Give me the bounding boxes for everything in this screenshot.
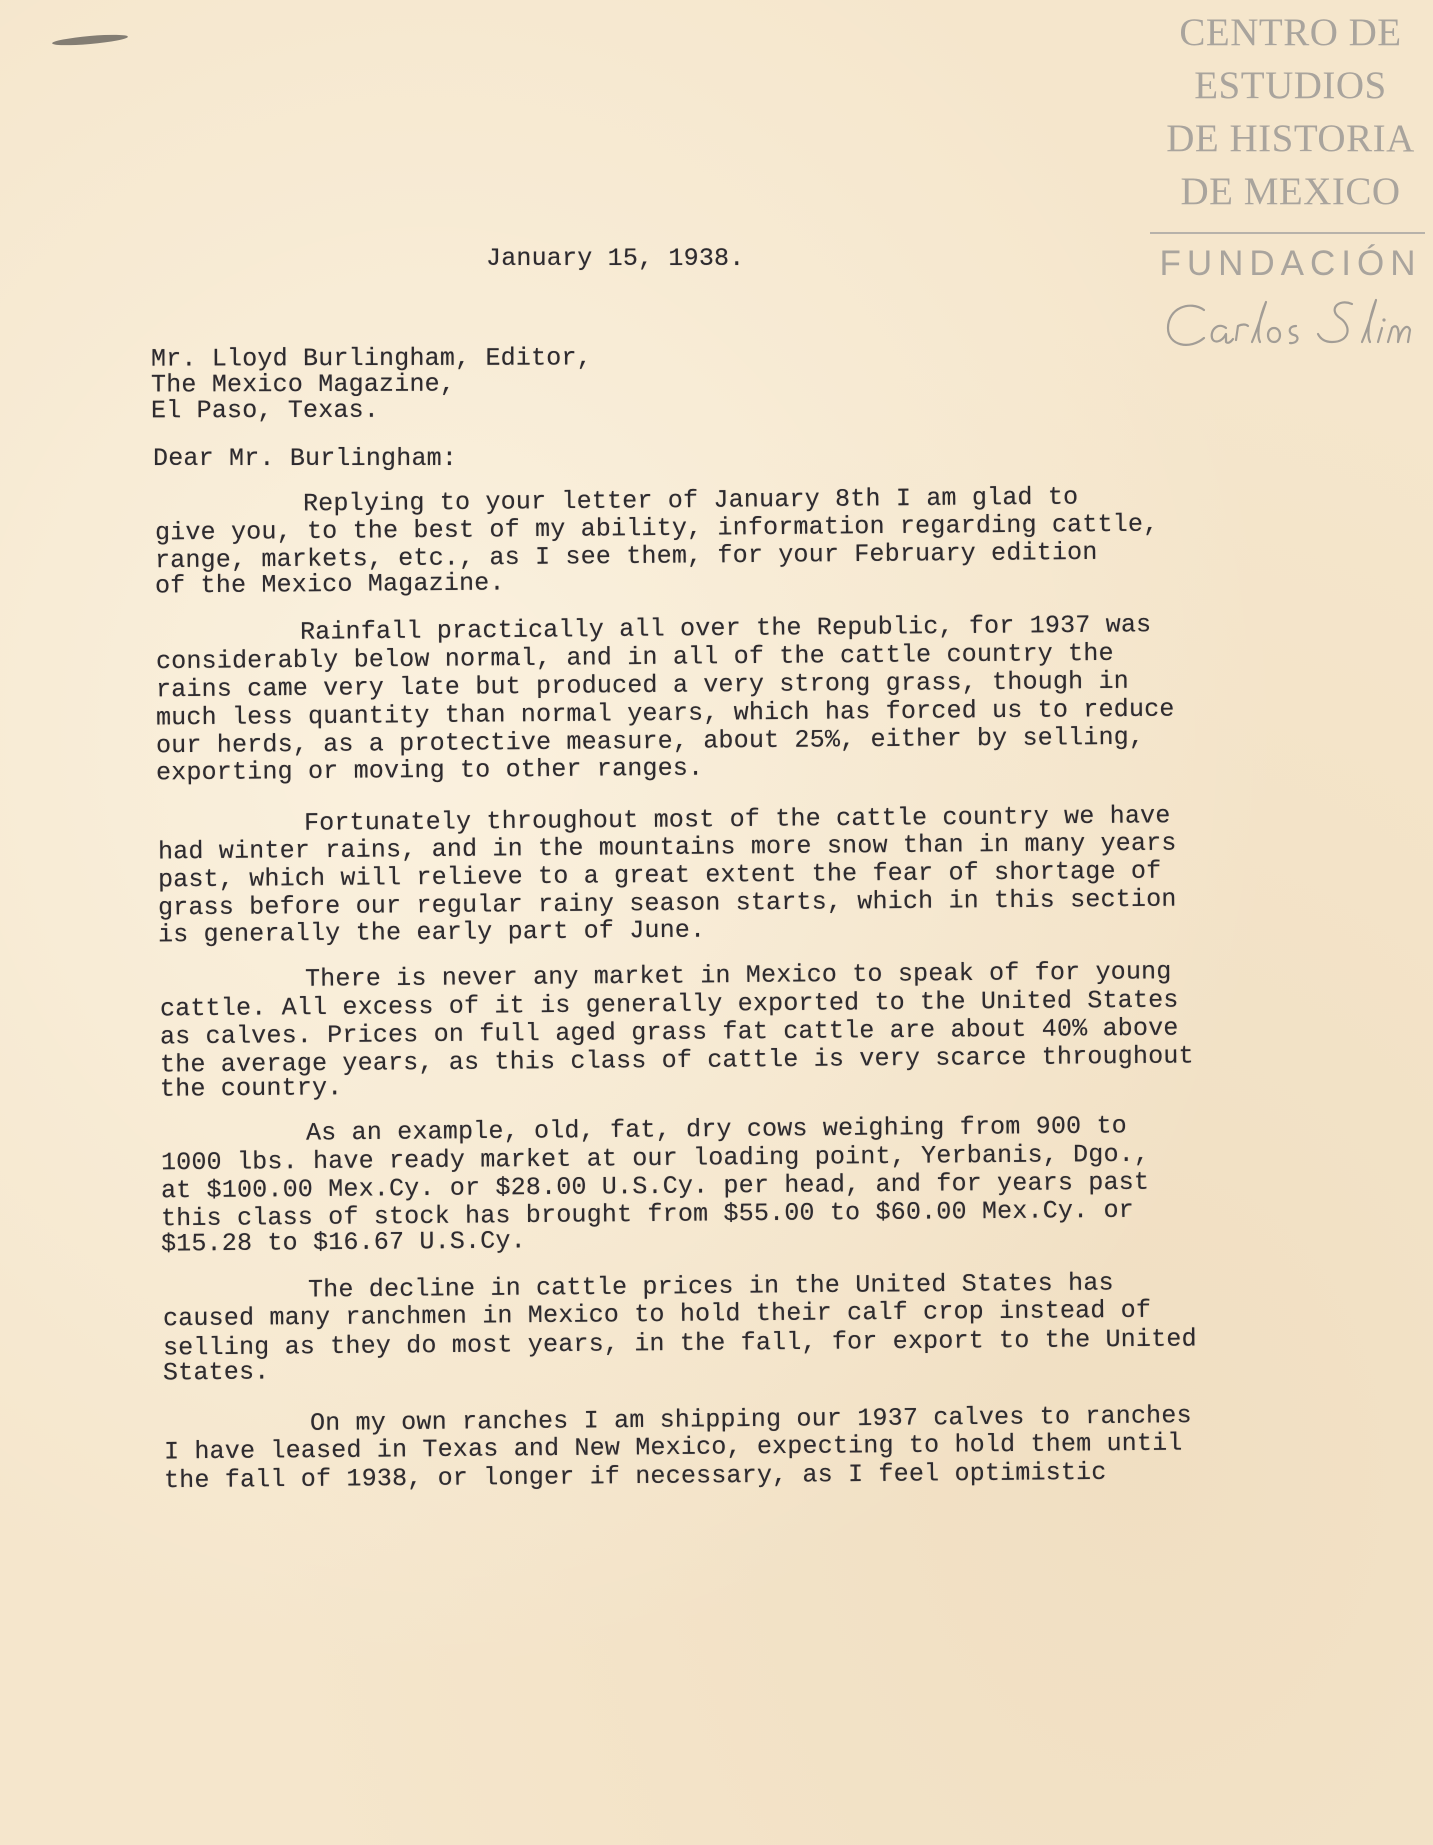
body-line: cattle. All excess of it is generally exported to the United States bbox=[159, 985, 1179, 1024]
stamp-line: DE HISTORIA bbox=[1166, 117, 1415, 160]
body-line: As an example, old, fat, dry cows weighing from 900 to bbox=[305, 1111, 1128, 1148]
body-line: rains came very late but produced a very strong grass, though in bbox=[155, 666, 1130, 705]
body-line: our herds, as a protective measure, about 25%, either by selling, bbox=[155, 722, 1145, 761]
body-line: the average years, as this class of cattle is very scarce throughout bbox=[159, 1041, 1194, 1080]
body-line: Replying to your letter of January 8th I am glad to bbox=[302, 482, 1079, 519]
salutation: Dear Mr. Burlingham: bbox=[153, 444, 458, 473]
recipient-address-line: El Paso, Texas. bbox=[150, 395, 380, 426]
body-line: at $100.00 Mex.Cy. or $28.00 U.S.Cy. per head, and for years past bbox=[160, 1167, 1150, 1206]
body-line: considerably below normal, and in all of the cattle country the bbox=[155, 638, 1114, 677]
body-line: caused many ranchmen in Mexico to hold their calf crop instead of bbox=[162, 1295, 1152, 1334]
body-line: is generally the early part of June. bbox=[157, 915, 706, 950]
body-line: selling as they do most years, in the fall, for export to the United bbox=[162, 1324, 1197, 1363]
body-line: Fortunately throughout most of the cattle country we have bbox=[303, 801, 1171, 838]
stamp-line: ESTUDIOS bbox=[1194, 64, 1387, 107]
recipient-address-line: The Mexico Magazine, bbox=[150, 369, 456, 400]
stamp-foundation: FUNDACIÓN bbox=[1159, 244, 1422, 283]
body-line: Rainfall practically all over the Republic, for 1937 was bbox=[299, 610, 1152, 647]
stamp-line: CENTRO DE bbox=[1179, 11, 1402, 54]
letter-date: January 15, 1938. bbox=[486, 244, 745, 273]
body-line: the country. bbox=[159, 1073, 343, 1104]
body-line: of the Mexico Magazine. bbox=[154, 568, 505, 601]
body-line: $15.28 to $16.67 U.S.Cy. bbox=[160, 1226, 526, 1259]
body-line: States. bbox=[162, 1357, 270, 1388]
body-line: There is never any market in Mexico to speak of for young bbox=[304, 957, 1172, 994]
body-line: The decline in cattle prices in the United States has bbox=[307, 1268, 1114, 1305]
body-line: as calves. Prices on full aged grass fat cattle are about 40% above bbox=[159, 1013, 1179, 1052]
body-line: past, which will relieve to a great extent the fear of shortage of bbox=[157, 856, 1162, 895]
body-line: the fall of 1938, or longer if necessary, as I feel optimistic bbox=[163, 1457, 1107, 1496]
body-line: had winter rains, and in the mountains more snow than in many years bbox=[157, 828, 1177, 867]
body-line: this class of stock has brought from $55.00 to $60.00 Mex.Cy. or bbox=[160, 1195, 1135, 1234]
body-line: grass before our regular rainy season starts, which in this section bbox=[157, 884, 1177, 923]
body-line: range, markets, etc., as I see them, for your February edition bbox=[154, 537, 1098, 576]
body-line: much less quantity than normal years, which has forced us to reduce bbox=[155, 694, 1175, 733]
body-line: exporting or moving to other ranges. bbox=[155, 753, 704, 788]
body-line: 1000 lbs. have ready market at our loading point, Yerbanis, Dgo., bbox=[160, 1139, 1150, 1178]
body-line: give you, to the best of my ability, information regarding cattle, bbox=[154, 509, 1159, 548]
body-line: On my own ranches I am shipping our 1937 calves to ranches bbox=[309, 1401, 1192, 1438]
recipient-address-line: Mr. Lloyd Burlingham, Editor, bbox=[150, 343, 592, 374]
stamp-line: DE MEXICO bbox=[1180, 170, 1401, 213]
body-line: I have leased in Texas and New Mexico, expecting to hold them until bbox=[163, 1428, 1183, 1467]
